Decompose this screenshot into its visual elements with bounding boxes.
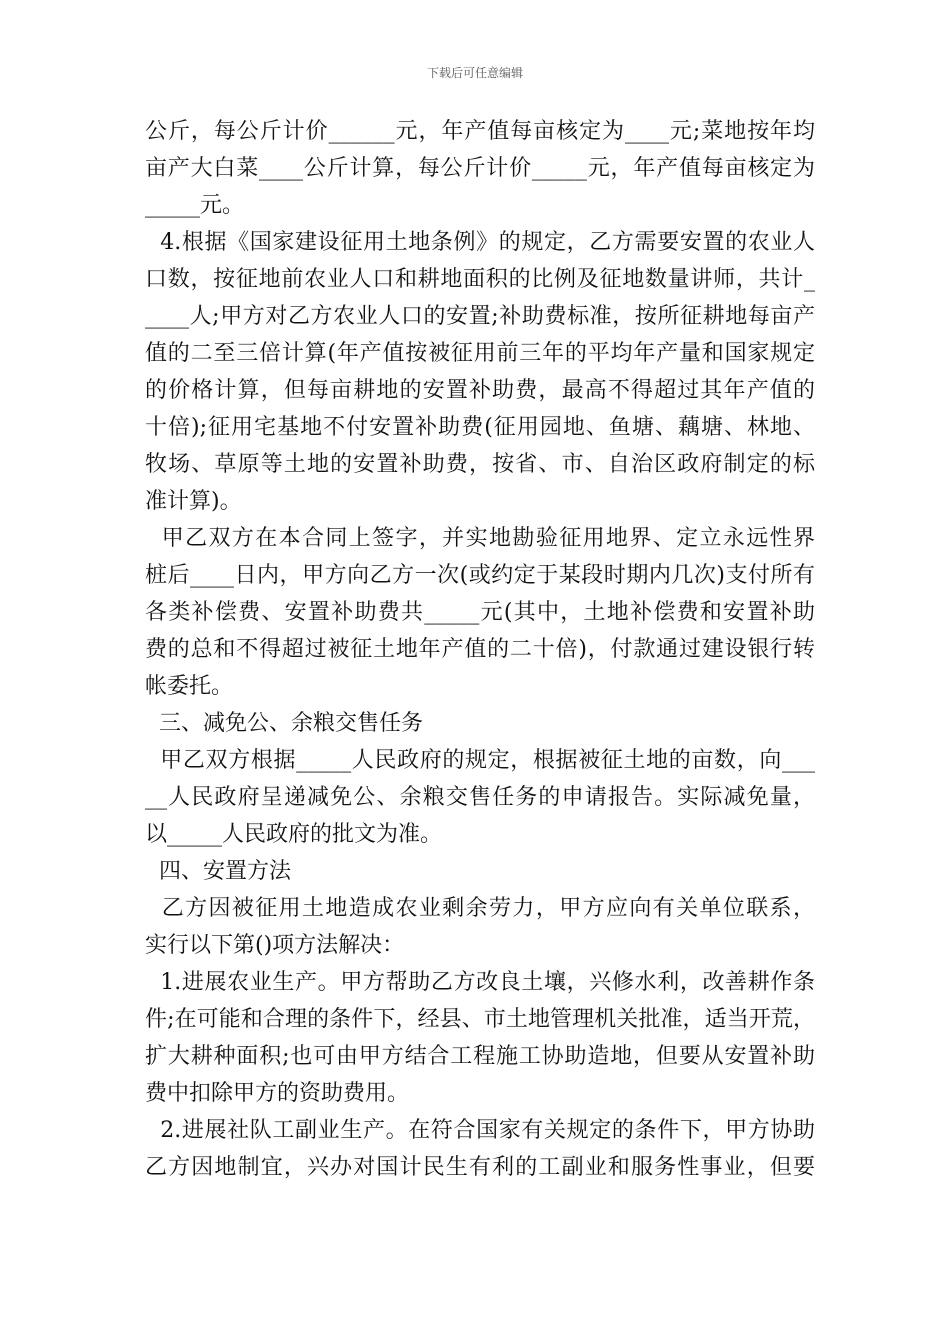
text-line: 件;在可能和合理的条件下，经县、市土地管理机关批准，适当开荒，	[145, 1007, 815, 1032]
section-heading: 四、安置方法	[145, 859, 291, 884]
text-line: 桩后____日内，甲方向乙方一次(或约定于某段时期内几次)支付所有	[145, 563, 815, 588]
text-line: 乙方因被征用土地造成农业剩余劳力，甲方应向有关单位联系，	[145, 896, 815, 921]
document-body	[145, 113, 815, 1186]
text-line: 甲乙双方根据_____人民政府的规定，根据被征土地的亩数，向___	[145, 748, 815, 773]
text-line: 口数，按征地前农业人口和耕地面积的比例及征地数量讲师，共计_	[145, 267, 815, 292]
section-heading: 三、减免公、余粮交售任务	[145, 711, 423, 736]
text-line: 值的二至三倍计算(年产值按被征用前三年的平均年产量和国家规定	[145, 341, 815, 366]
text-line: 亩产大白菜____公斤计算，每公斤计价_____元，年产值每亩核定为	[145, 156, 815, 181]
text-line: 准计算)。	[145, 489, 242, 514]
page-header: 下载后可任意编辑	[426, 66, 523, 80]
text-line: 乙方因地制宜，兴办对国计民生有利的工副业和服务性事业，但要	[145, 1155, 815, 1180]
text-line: 4.根据《国家建设征用土地条例》的规定，乙方需要安置的农业人	[145, 230, 815, 255]
text-line: 公斤，每公斤计价______元，年产值每亩核定为____元;菜地按年均	[145, 119, 815, 144]
text-line: 牧场、草原等土地的安置补助费，按省、市、自治区政府制定的标	[145, 452, 815, 477]
text-line: 甲乙双方在本合同上签字，并实地勘验征用地界、定立永远性界	[145, 526, 815, 551]
text-line: 费中扣除甲方的资助费用。	[145, 1081, 410, 1106]
text-line: 实行以下第()项方法解决：	[145, 933, 405, 958]
text-line: ____人;甲方对乙方农业人口的安置;补助费标准，按所征耕地每亩产	[145, 304, 815, 329]
text-line: 扩大耕种面积;也可由甲方结合工程施工协助造地，但要从安置补助	[145, 1044, 815, 1069]
text-line: 以_____人民政府的批文为准。	[145, 822, 443, 847]
text-line: 2.进展社队工副业生产。在符合国家有关规定的条件下，甲方协助	[145, 1118, 815, 1143]
text-line: 十倍);征用宅基地不付安置补助费(征用园地、鱼塘、藕塘、林地、	[145, 415, 815, 440]
text-line: _____元。	[145, 193, 245, 218]
text-line: 1.进展农业生产。甲方帮助乙方改良土壤，兴修水利，改善耕作条	[145, 970, 815, 995]
text-line: 费的总和不得超过被征土地年产值的二十倍)，付款通过建设银行转	[145, 637, 815, 662]
text-line: 各类补偿费、安置补助费共_____元(其中，土地补偿费和安置补助	[145, 600, 815, 625]
text-line: 帐委托。	[145, 674, 234, 699]
text-line: 的价格计算，但每亩耕地的安置补助费，最高不得超过其年产值的	[145, 378, 815, 403]
text-line: __人民政府呈递减免公、余粮交售任务的申请报告。实际减免量，	[145, 785, 815, 810]
